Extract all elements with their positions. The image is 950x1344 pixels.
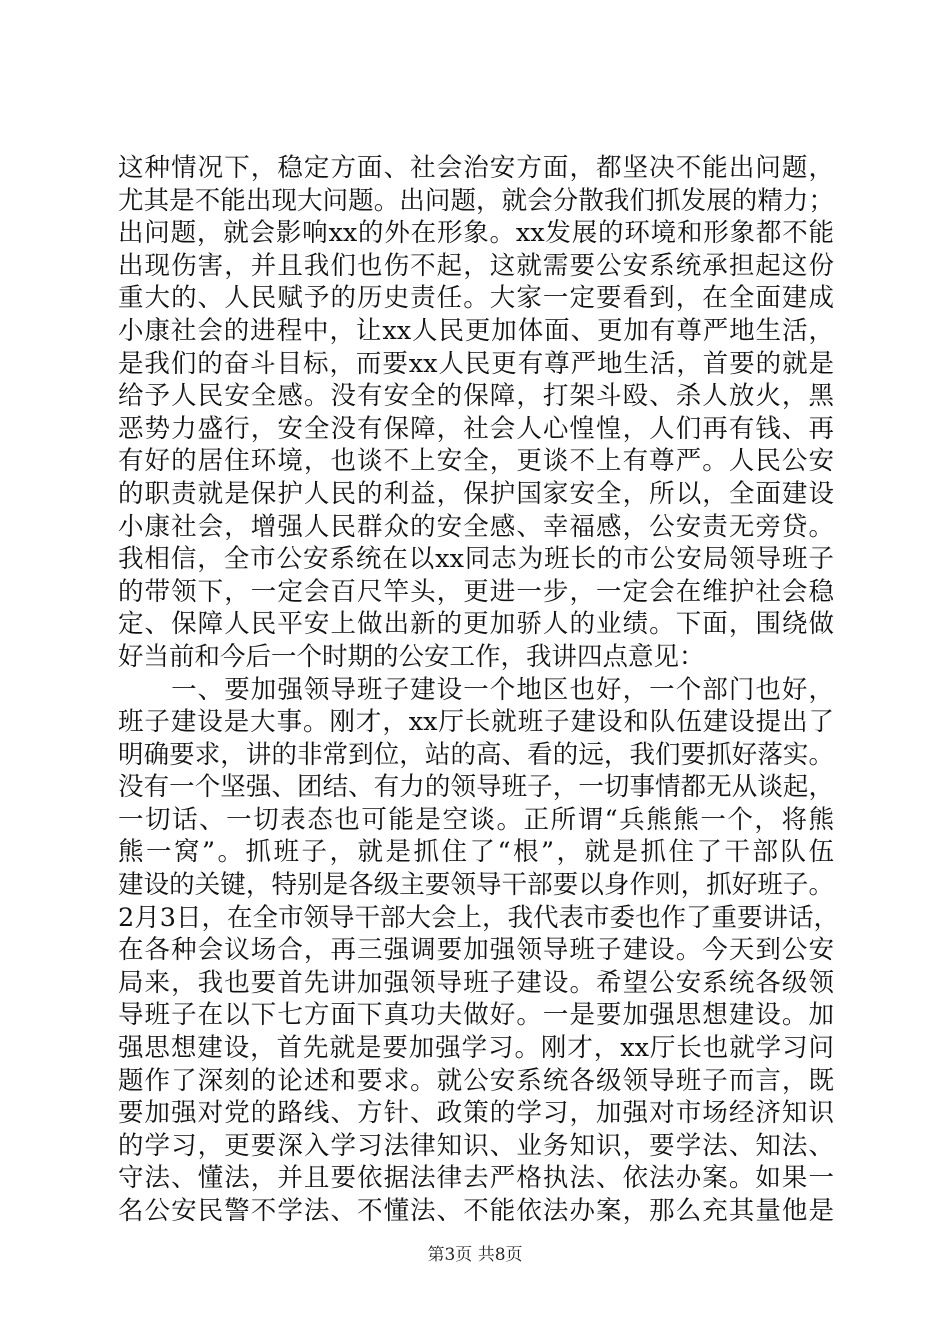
text-line: 的学习，更要深入学习法律知识、业务知识，要学法、知法、 (118, 1130, 834, 1161)
page-footer: 第3页 共8页 (427, 1245, 523, 1265)
text-line: 在各种会议场合，再三强调要加强领导班子建设。今天到公安 (118, 935, 834, 966)
text-line: 我相信，全市公安系统在以xx同志为班长的市公安局领导班子 (118, 544, 834, 575)
text-line: 一切话、一切表态也可能是空谈。正所谓“兵熊熊一个，将熊 (118, 804, 834, 835)
text-line: 没有一个坚强、团结、有力的领导班子，一切事情都无从谈起， (118, 772, 834, 803)
text-line: 有好的居住环境，也谈不上安全，更谈不上有尊严。人民公安 (118, 446, 834, 477)
text-line: 好当前和今后一个时期的公安工作，我讲四点意见： (118, 641, 705, 672)
text-line: 导班子在以下七方面下真功夫做好。一是要加强思想建设。加 (118, 1000, 834, 1031)
text-line: 是我们的奋斗目标，而要xx人民更有尊严地生活，首要的就是 (118, 348, 834, 379)
text-line: 小康社会的进程中，让xx人民更加体面、更加有尊严地生活， (118, 315, 834, 346)
text-line: 的带领下，一定会百尺竿头，更进一步，一定会在维护社会稳 (118, 576, 834, 607)
text-line: 的职责就是保护人民的利益，保护国家安全，所以，全面建设 (118, 478, 834, 509)
text-line: 明确要求，讲的非常到位，站的高、看的远，我们要抓好落实。 (118, 739, 834, 770)
text-line: 守法、懂法，并且要依据法律去严格执法、依法办案。如果一 (118, 1163, 834, 1194)
text-line: 熊一窝”。抓班子，就是抓住了“根”，就是抓住了干部队伍 (118, 837, 834, 868)
text-line: 尤其是不能出现大问题。出问题，就会分散我们抓发展的精力； (118, 185, 834, 216)
text-line: 给予人民安全感。没有安全的保障，打架斗殴、杀人放火，黑 (118, 381, 834, 412)
text-line: 出问题，就会影响xx的外在形象。xx发展的环境和形象都不能 (118, 218, 834, 249)
text-line: 这种情况下，稳定方面、社会治安方面，都坚决不能出问题， (118, 153, 834, 183)
text-line: 重大的、人民赋予的历史责任。大家一定要看到，在全面建成 (118, 283, 834, 314)
text-line: 局来，我也要首先讲加强领导班子建设。希望公安系统各级领 (118, 967, 834, 998)
text-line: 小康社会，增强人民群众的安全感、幸福感，公安责无旁贷。 (118, 511, 834, 542)
text-line: 恶势力盛行，安全没有保障，社会人心惶惶，人们再有钱、再 (118, 413, 834, 444)
body-text (118, 152, 839, 1228)
text-line: 要加强对党的路线、方针、政策的学习，加强对市场经济知识 (118, 1098, 834, 1129)
text-line: 2月3日，在全市领导干部大会上，我代表市委也作了重要讲话， (118, 902, 839, 933)
text-line: 定、保障人民平安上做出新的更加骄人的业绩。下面，围绕做 (118, 609, 834, 640)
text-line: 题作了深刻的论述和要求。就公安系统各级领导班子而言，既 (118, 1065, 834, 1096)
text-line: 班子建设是大事。刚才，xx厅长就班子建设和队伍建设提出了 (118, 707, 834, 738)
text-line: 出现伤害，并且我们也伤不起，这就需要公安系统承担起这份 (118, 250, 834, 281)
text-line: 名公安民警不学法、不懂法、不能依法办案，那么充其量他是 (118, 1196, 834, 1226)
text-line: 一、要加强领导班子建设一个地区也好，一个部门也好， (118, 674, 834, 705)
text-line: 建设的关键，特别是各级主要领导干部要以身作则，抓好班子。 (118, 870, 834, 901)
text-line: 强思想建设，首先就是要加强学习。刚才，xx厅长也就学习问 (118, 1033, 834, 1064)
